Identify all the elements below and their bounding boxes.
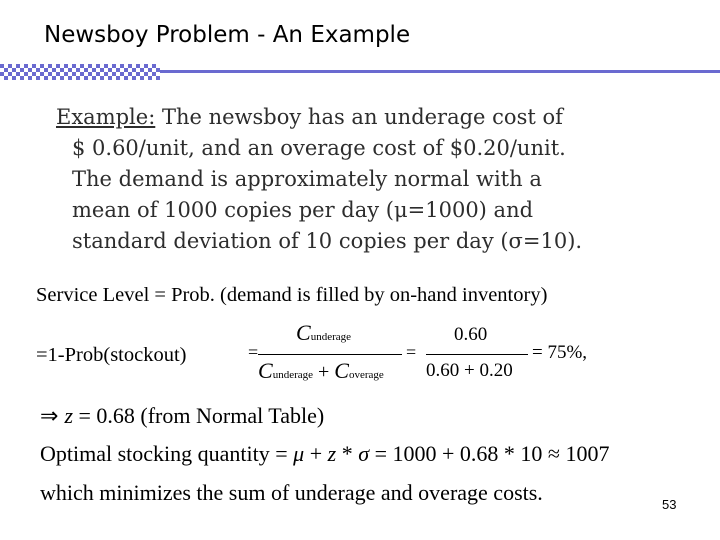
example-line-3: The demand is approximately normal with a (72, 167, 542, 191)
example-block (56, 102, 706, 257)
deco-square (84, 68, 88, 72)
deco-square (16, 72, 20, 76)
deco-square (28, 76, 32, 80)
example-line-4: mean of 1000 copies per day (μ=1000) and (72, 198, 534, 222)
deco-square (0, 72, 4, 76)
service-level-equation (36, 320, 676, 392)
title-decoration (0, 64, 720, 80)
deco-square (80, 72, 84, 76)
deco-square (52, 68, 56, 72)
equation-lhs: =1-Prob(stockout) (36, 344, 187, 366)
fraction-numerator-value: 0.60 (454, 324, 488, 345)
deco-square (100, 68, 104, 72)
deco-square (76, 68, 80, 72)
deco-square (24, 72, 28, 76)
example-line-1: Example: The newsboy has an underage cost of (56, 105, 563, 129)
fraction-bar-2 (426, 354, 528, 355)
deco-square (64, 64, 68, 68)
deco-square (36, 68, 40, 72)
optimal-quantity-line: Optimal stocking quantity = μ + z * σ = 1000 + 0.68 * 10 ≈ 1007 (40, 441, 610, 466)
deco-square (100, 76, 104, 80)
deco-square (104, 64, 108, 68)
deco-square (48, 64, 52, 68)
deco-square (0, 64, 4, 68)
deco-square (144, 72, 148, 76)
deco-square (96, 64, 100, 68)
deco-square (136, 64, 140, 68)
deco-square (120, 72, 124, 76)
deco-square (4, 68, 8, 72)
deco-square (132, 68, 136, 72)
deco-square (24, 64, 28, 68)
deco-square (112, 72, 116, 76)
deco-square (152, 72, 156, 76)
implies-arrow: ⇒ (40, 403, 59, 428)
deco-square (128, 64, 132, 68)
deco-square (12, 76, 16, 80)
deco-square (48, 72, 52, 76)
deco-square (60, 68, 64, 72)
deco-square (88, 72, 92, 76)
deco-square (148, 68, 152, 72)
deco-square (156, 68, 160, 72)
deco-square (36, 76, 40, 80)
deco-square (124, 68, 128, 72)
deco-square (40, 72, 44, 76)
fraction-bar-1 (258, 354, 402, 355)
deco-square (112, 64, 116, 68)
example-label: Example: (56, 105, 156, 129)
deco-square (140, 76, 144, 80)
deco-square (96, 72, 100, 76)
deco-square (108, 68, 112, 72)
deco-square (28, 68, 32, 72)
page-number: 53 (662, 497, 677, 512)
deco-square (92, 76, 96, 80)
deco-square (148, 76, 152, 80)
deco-square (72, 72, 76, 76)
deco-square (84, 76, 88, 80)
minimize-statement: which minimizes the sum of underage and overage costs. (40, 480, 543, 505)
deco-square (124, 76, 128, 80)
numerator-cost: Cunderage (296, 320, 351, 345)
equals-sign-1: = (248, 342, 259, 362)
deco-square (156, 76, 160, 80)
deco-square (8, 72, 12, 76)
deco-square (20, 68, 24, 72)
deco-square (88, 64, 92, 68)
deco-square (92, 68, 96, 72)
deco-square (60, 76, 64, 80)
deco-square (132, 76, 136, 80)
deco-square (144, 64, 148, 68)
deco-square (40, 64, 44, 68)
z-value-line: ⇒ z = 0.68 (from Normal Table) (40, 403, 325, 428)
deco-square (76, 76, 80, 80)
deco-square (32, 72, 36, 76)
slide-title: Newsboy Problem - An Example (44, 22, 411, 48)
deco-square (136, 72, 140, 76)
deco-square (104, 72, 108, 76)
deco-square (32, 64, 36, 68)
deco-square (128, 72, 132, 76)
deco-square (8, 64, 12, 68)
service-level-result: = 75%, (532, 342, 588, 363)
example-line-5: standard deviation of 10 copies per day (σ=10). (72, 229, 583, 253)
deco-square (4, 76, 8, 80)
deco-square (56, 72, 60, 76)
example-line-2: $ 0.60/unit, and an overage cost of $0.20/unit. (72, 136, 566, 160)
deco-square (72, 64, 76, 68)
deco-square (116, 68, 120, 72)
deco-square (52, 76, 56, 80)
deco-square (12, 68, 16, 72)
deco-square (16, 64, 20, 68)
deco-square (120, 64, 124, 68)
denominator-cost: Cunderage + Coverage (258, 358, 384, 383)
deco-square (140, 68, 144, 72)
deco-square (116, 76, 120, 80)
deco-square (68, 68, 72, 72)
service-level-definition: Service Level = Prob. (demand is filled by on-hand inventory) (36, 284, 548, 306)
deco-square (44, 76, 48, 80)
equals-sign-2: = (406, 342, 417, 362)
deco-square (152, 64, 156, 68)
fraction-denominator-value: 0.60 + 0.20 (426, 360, 513, 381)
deco-square (108, 76, 112, 80)
deco-square (68, 76, 72, 80)
deco-square (44, 68, 48, 72)
deco-square (64, 72, 68, 76)
deco-square (56, 64, 60, 68)
deco-square (80, 64, 84, 68)
deco-square (20, 76, 24, 80)
